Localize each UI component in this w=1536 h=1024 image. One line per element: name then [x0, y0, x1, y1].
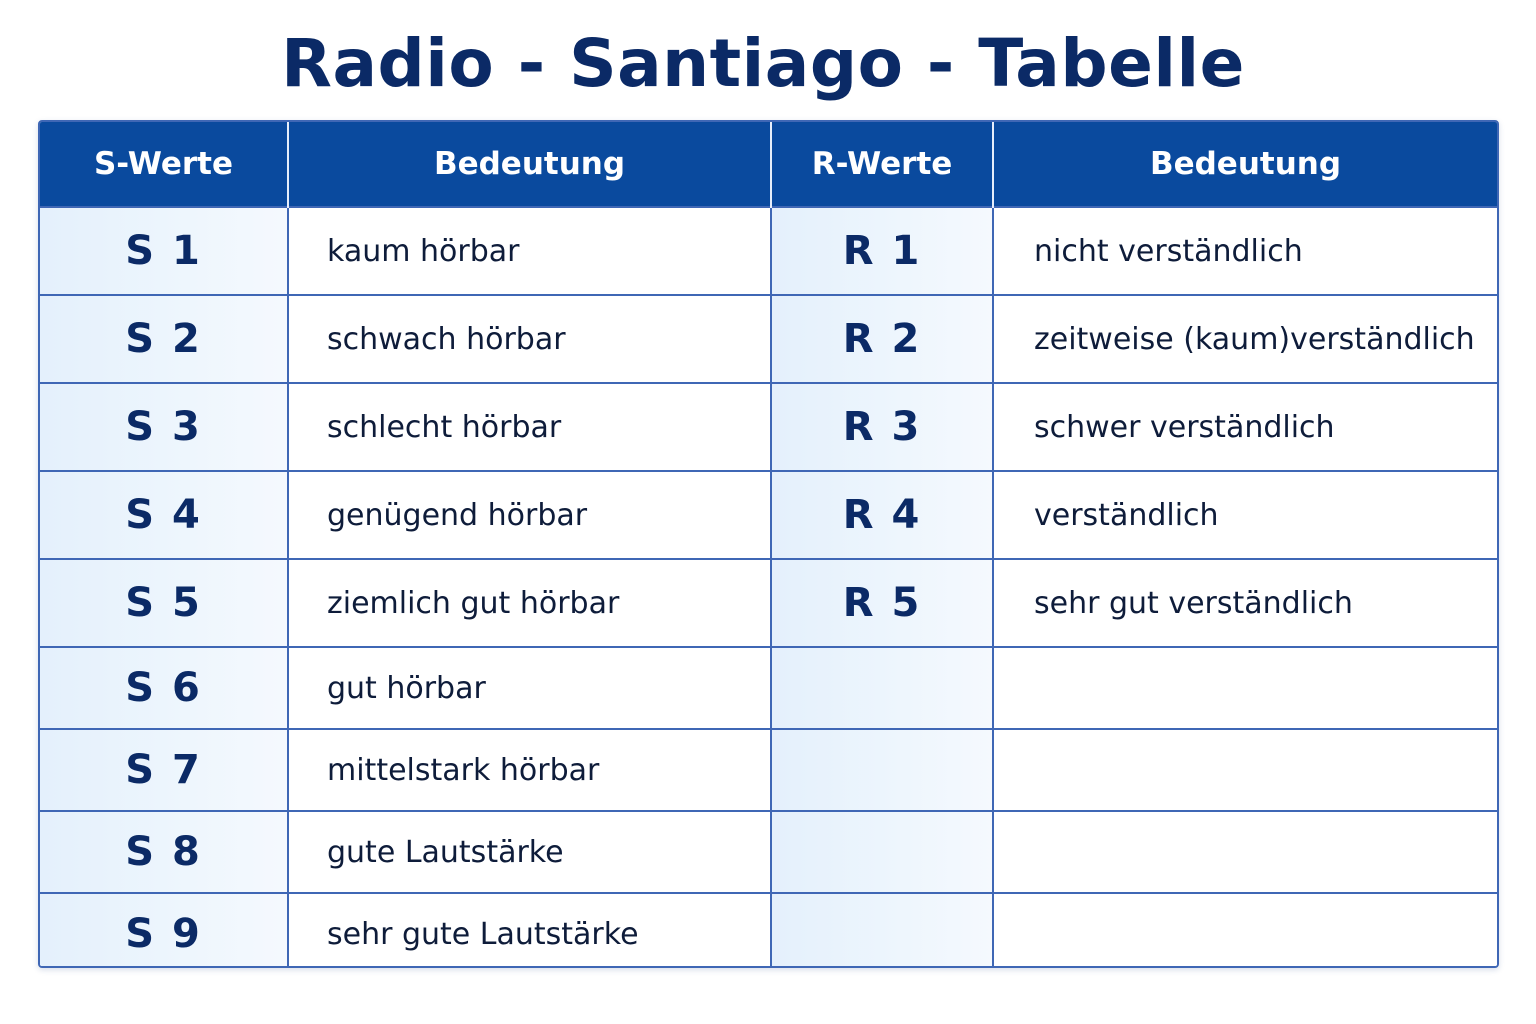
s-value-cell: S 8 — [40, 811, 288, 893]
table-row — [40, 647, 1497, 729]
table-row — [40, 383, 1497, 471]
table-row — [40, 207, 1497, 295]
s-meaning-cell: schlecht hörbar — [288, 383, 771, 471]
s-meaning-cell: gute Lautstärke — [288, 811, 771, 893]
table-row — [40, 729, 1497, 811]
r-meaning-cell: verständlich — [993, 471, 1497, 559]
header-s-values: S-Werte — [40, 122, 288, 207]
s-value-cell: S 4 — [40, 471, 288, 559]
s-meaning-cell: mittelstark hörbar — [288, 729, 771, 811]
s-value-cell: S 2 — [40, 295, 288, 383]
r-meaning-cell: schwer verständlich — [993, 383, 1497, 471]
r-meaning-cell — [993, 811, 1497, 893]
r-value-cell: R 2 — [771, 295, 993, 383]
r-meaning-cell: nicht verständlich — [993, 207, 1497, 295]
r-value-cell: R 4 — [771, 471, 993, 559]
r-meaning-cell: zeitweise (kaum)verständlich — [993, 295, 1497, 383]
r-value-cell — [771, 811, 993, 893]
table-row — [40, 811, 1497, 893]
r-meaning-cell — [993, 893, 1497, 968]
header-r-meaning: Bedeutung — [993, 122, 1497, 207]
s-meaning-cell: genügend hörbar — [288, 471, 771, 559]
header-r-values: R-Werte — [771, 122, 993, 207]
s-meaning-cell: schwach hörbar — [288, 295, 771, 383]
r-value-cell — [771, 647, 993, 729]
table-row — [40, 893, 1497, 968]
s-value-cell: S 6 — [40, 647, 288, 729]
r-value-cell: R 5 — [771, 559, 993, 647]
r-value-cell: R 3 — [771, 383, 993, 471]
r-value-cell — [771, 893, 993, 968]
s-meaning-cell: ziemlich gut hörbar — [288, 559, 771, 647]
r-meaning-cell — [993, 729, 1497, 811]
s-meaning-cell: sehr gute Lautstärke — [288, 893, 771, 968]
santiago-table — [40, 122, 1497, 968]
table-row — [40, 471, 1497, 559]
radio-table — [38, 120, 1499, 968]
s-value-cell: S 1 — [40, 207, 288, 295]
r-value-cell: R 1 — [771, 207, 993, 295]
s-meaning-cell: gut hörbar — [288, 647, 771, 729]
header-s-meaning: Bedeutung — [288, 122, 771, 207]
table-row — [40, 295, 1497, 383]
header-row — [40, 122, 1497, 207]
s-value-cell: S 5 — [40, 559, 288, 647]
r-meaning-cell — [993, 647, 1497, 729]
page-title: Radio - Santiago - Tabelle — [281, 25, 1245, 102]
table-row — [40, 559, 1497, 647]
s-meaning-cell: kaum hörbar — [288, 207, 771, 295]
r-meaning-cell: sehr gut verständlich — [993, 559, 1497, 647]
s-value-cell: S 3 — [40, 383, 288, 471]
s-value-cell: S 9 — [40, 893, 288, 968]
r-value-cell — [771, 729, 993, 811]
s-value-cell: S 7 — [40, 729, 288, 811]
